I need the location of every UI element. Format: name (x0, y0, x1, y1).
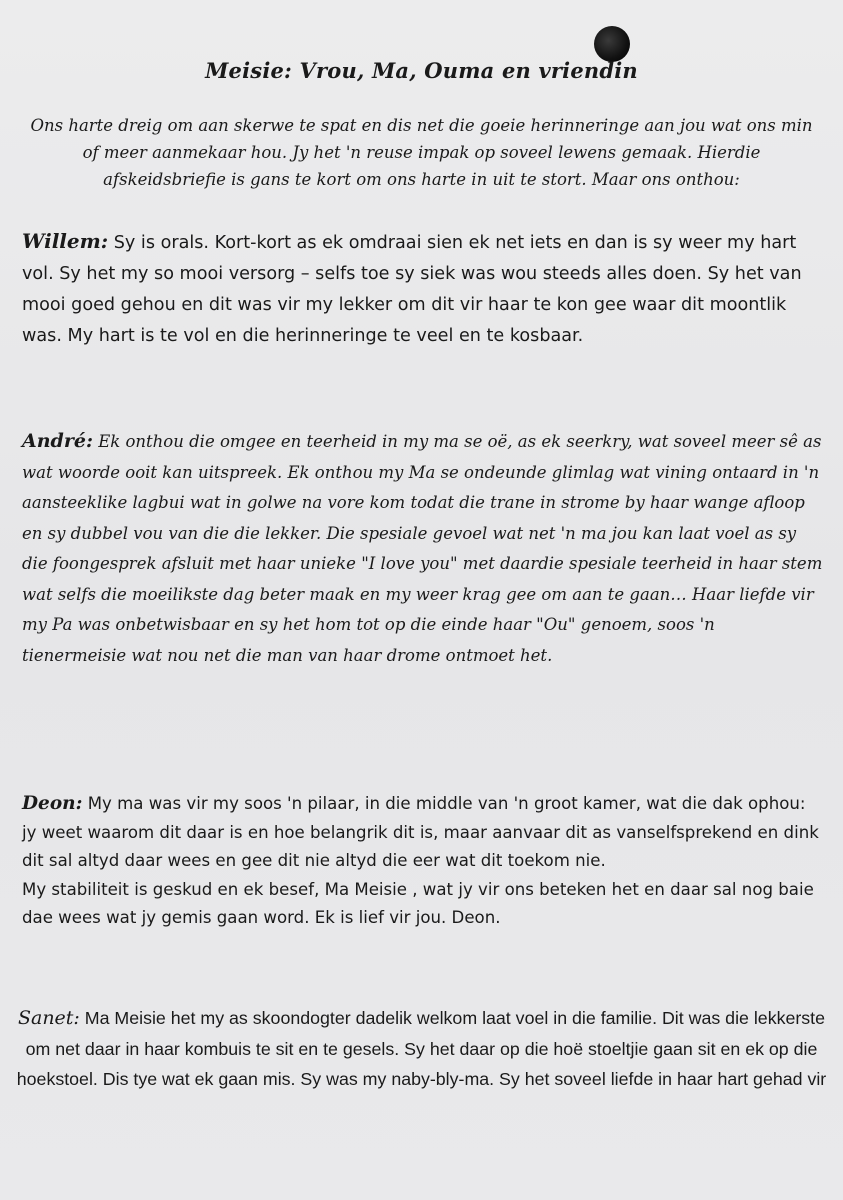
tribute-andre (22, 426, 824, 671)
tribute-sanet (14, 1003, 829, 1095)
speaker-name: Willem: (22, 229, 109, 253)
tribute-text-continued: My stabiliteit is geskud en ek besef, Ma Meisie , wat jy vir ons beteken het en daar sal nog baie dae wees wat jy gemis gaan word. Ek is lief vir jou. Deon. (22, 879, 814, 927)
tribute-text: Ek onthou die omgee en teerheid in my ma se oë, as ek seerkry, wat soveel meer sê as wat woorde ooit kan uitspreek. Ek onthou my Ma se ondeunde glimlag wat vining ontaard in 'n aansteeklike lagbui wat in golwe na vore kom todat die trane in strome by haar wange afloop en sy dubbel vou van die die lekker. Die spesiale gevoel wat net 'n ma jou kan laat voel as sy die foongesprek afsluit met haar unieke "I love you" met daardie spesiale teerheid in haar stem wat selfs die moeilikste dag beter maak en my weer krag gee om aan te gaan… Haar liefde vir my Pa was onbetwisbaar en sy het hom tot op die einde haar "Ou" genoem, soos 'n tienermeisie wat nou net die man van haar drome ontmoet het. (22, 432, 823, 665)
intro-paragraph: Ons harte dreig om aan skerwe te spat en dis net die goeie herinneringe aan jou wat ons min of meer aanmekaar hou. Jy het 'n reuse impak op soveel lewens gemaak. Hierdie afskeidsbriefie is gans te kort om ons harte in uit te stort. Maar ons onthou: (30, 116, 813, 189)
tribute-paragraph (22, 426, 824, 671)
tribute-text: Sy is orals. Kort-kort as ek omdraai sien ek net iets en dan is sy weer my hart vol. Sy het my so mooi versorg – selfs toe sy siek was wou steeds alles doen. Sy het van mooi goed gehou en dit was vir my lekker om dit vir haar te kon gee waar dit moontlik was. My hart is te vol en die herinneringe te veel en te kosbaar. (22, 233, 802, 346)
tribute-willem (22, 226, 824, 352)
tribute-paragraph (14, 1003, 829, 1095)
tribute-deon (22, 790, 824, 933)
speaker-name: André: (22, 430, 93, 452)
speaker-name: Sanet: (17, 1007, 80, 1029)
tribute-paragraph (22, 226, 824, 352)
tribute-text: Ma Meisie het my as skoondogter dadelik welkom laat voel in die familie. Dit was die lekkerste om net daar in haar kombuis te sit en te gesels. Sy het daar op die hoë stoeltjie gaan sit en ek op die hoekstoel. Dis tye wat ek gaan mis. Sy was my naby-bly-ma. Sy het soveel liefde in haar hart gehad vir (16, 1008, 827, 1089)
page-title: Meisie: Vrou, Ma, Ouma en vriendin (205, 58, 638, 83)
tribute-paragraph (22, 790, 824, 876)
speaker-name: Deon: (22, 793, 83, 814)
tribute-text: My ma was vir my soos 'n pilaar, in die middle van 'n groot kamer, wat die dak ophou: jy weet waarom dit daar is en hoe belangrik dit is, maar aanvaar dit as vanselfsprekend en dink dit sal altyd daar wees en gee dit nie altyd die eer wat dit toekom nie. (22, 794, 819, 870)
punch-hole (594, 26, 630, 62)
